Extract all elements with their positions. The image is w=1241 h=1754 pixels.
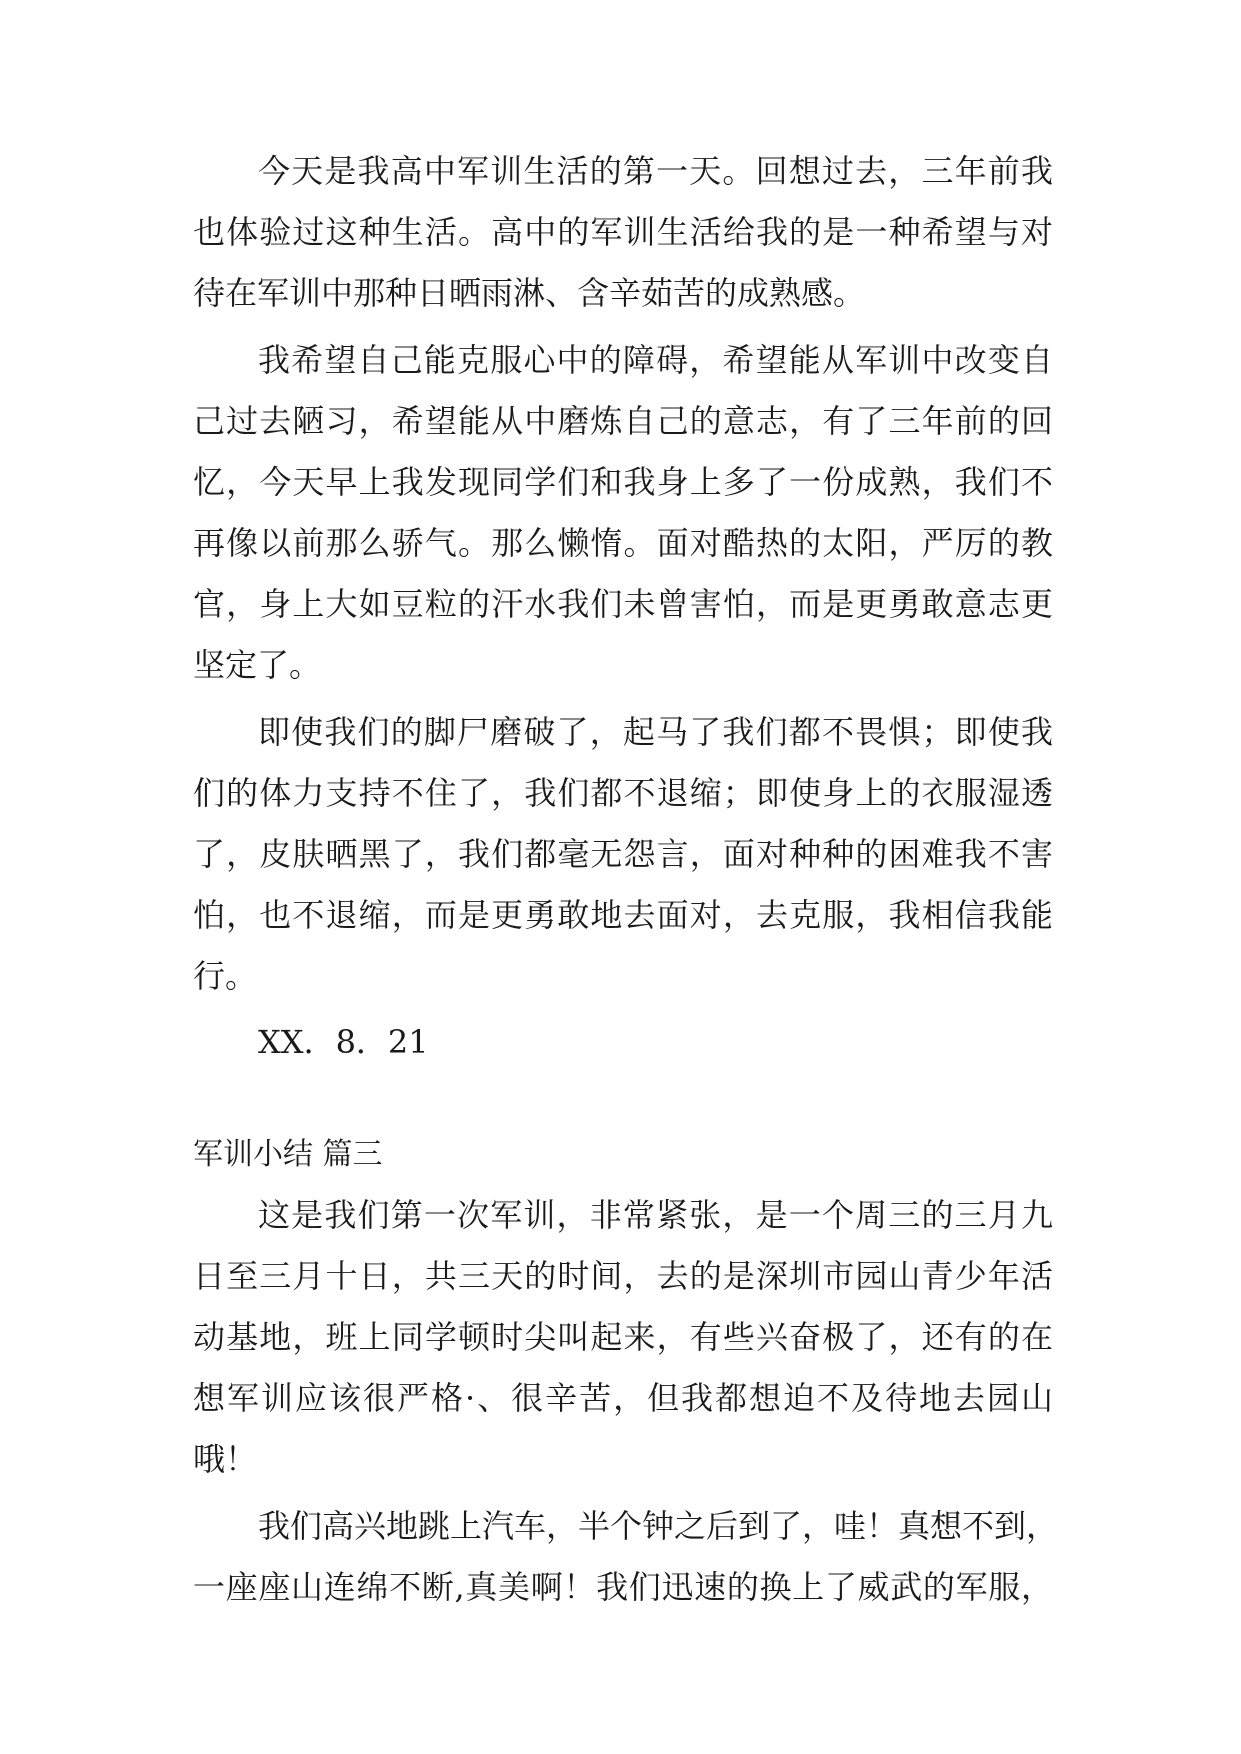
section-paragraph-1-line-4: 想军训应该很严格·、很辛苦，但我都想迫不及待地去园山: [193, 1379, 1053, 1417]
paragraph-2-line-5: 官，身上大如豆粒的汗水我们未曾害怕，而是更勇敢意志更: [193, 585, 1053, 623]
section-paragraph-2-line-1: 我们高兴地跳上汽车，半个钟之后到了，哇！真想不到，: [258, 1507, 1059, 1545]
paragraph-2-line-6: 坚定了。: [193, 646, 322, 684]
paragraph-1-line-3: 待在军训中那种日晒雨淋、含辛茹苦的成熟感。: [193, 274, 866, 312]
paragraph-2-line-1: 我希望自己能克服心中的障碍，希望能从军训中改变自: [258, 341, 1053, 379]
section-paragraph-1-line-1: 这是我们第一次军训，非常紧张，是一个周三的三月九: [258, 1196, 1053, 1234]
section-paragraph-1-line-5: 哦！: [193, 1440, 258, 1478]
paragraph-2-line-4: 再像以前那么骄气。那么懒惰。面对酷热的太阳，严厉的教: [193, 524, 1053, 562]
paragraph-3-line-2: 们的体力支持不住了，我们都不退缩；即使身上的衣服湿透: [193, 774, 1053, 812]
date-line: XX．8．21: [258, 1023, 429, 1061]
paragraph-2-line-2: 己过去陋习，希望能从中磨炼自己的意志，有了三年前的回: [193, 402, 1053, 440]
paragraph-3-line-5: 行。: [193, 957, 258, 995]
paragraph-3-line-4: 怕，也不退缩，而是更勇敢地去面对，去克服，我相信我能: [193, 896, 1053, 934]
paragraph-2-line-3: 忆，今天早上我发现同学们和我身上多了一份成熟，我们不: [193, 463, 1053, 501]
section-paragraph-1-line-2: 日至三月十日，共三天的时间，去的是深圳市园山青少年活: [193, 1257, 1053, 1295]
paragraph-3-line-1: 即使我们的脚尸磨破了，起马了我们都不畏惧；即使我: [258, 713, 1053, 751]
section-paragraph-1-line-3: 动基地，班上同学顿时尖叫起来，有些兴奋极了，还有的在: [193, 1318, 1053, 1356]
paragraph-1-line-2: 也体验过这种生活。高中的军训生活给我的是一种希望与对: [193, 213, 1053, 251]
section-title: 军训小结 篇三: [193, 1137, 383, 1172]
paragraph-1-line-1: 今天是我高中军训生活的第一天。回想过去，三年前我: [258, 152, 1053, 190]
section-paragraph-2-line-2: 一座座山连绵不断,真美啊！我们迅速的换上了威武的军服，: [193, 1568, 1053, 1606]
paragraph-3-line-3: 了，皮肤晒黑了，我们都毫无怨言，面对种种的困难我不害: [193, 835, 1053, 873]
